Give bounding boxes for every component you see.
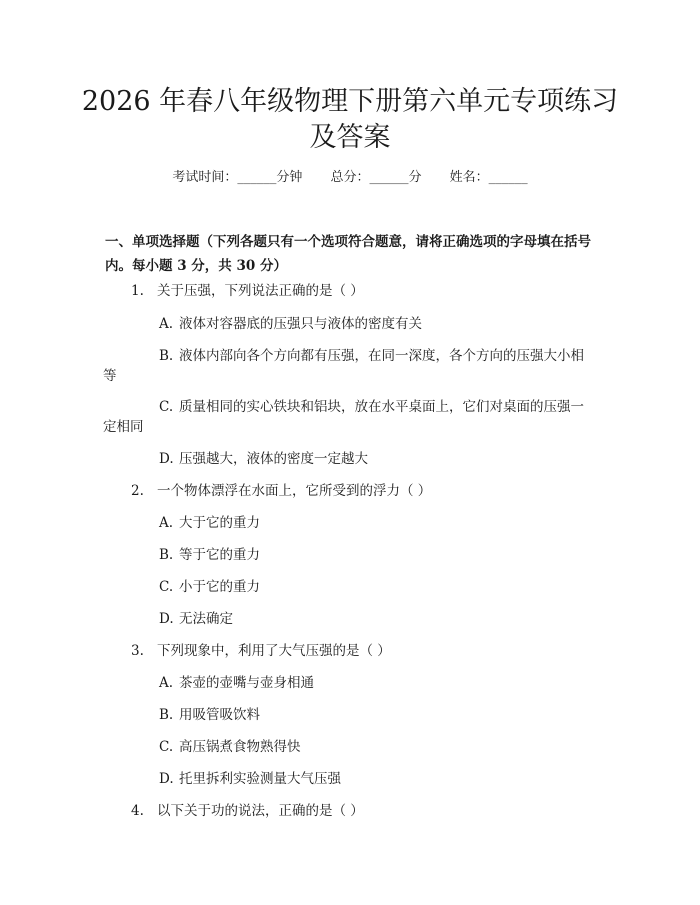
option-text: 用吸管吸饮料 [179,707,260,723]
option-letter: C. [159,739,174,755]
option-text: 茶壶的壶嘴与壶身相通 [179,675,314,691]
option-text: 液体对容器底的压强只与液体的密度有关 [179,316,422,332]
option-text: 质量相同的实心铁块和铝块，放在水平桌面上，它们对桌面的压强一 [179,399,584,415]
question-text: 下列现象中，利用了大气压强的是（ ） [157,643,391,659]
option-text: 高压锅煮食物熟得快 [179,739,301,755]
option-letter: A. [159,675,174,691]
total-score-field: 总分：______分 [330,170,422,185]
option-letter: A. [159,316,174,332]
question-text: 一个物体漂浮在水面上，它所受到的浮力（ ） [157,483,432,499]
page-title-line-2: 及答案 [309,122,391,153]
section-heading: 一、单项选择题（下列各题只有一个选项符合题意，请将正确选项的字母填在括号内。每小题 3 分，共 30 分） [105,234,591,274]
option-text: 压强越大，液体的密度一定越大 [179,451,368,467]
exam-meta [0,168,700,188]
question-text: 关于压强，下列说法正确的是（ ） [157,283,364,299]
page-title-line-1: 2026 年春八年级物理下册第六单元专项练习 [81,86,619,117]
option-letter: D. [159,611,174,627]
option-letter: B. [159,547,174,563]
option-text: 等于它的重力 [179,547,260,563]
option-text: 液体内部向各个方向都有压强，在同一深度，各个方向的压强大小相 [179,348,584,364]
option-continuation: 等 [103,368,117,384]
option-letter: D. [159,771,174,787]
question-number: 1. [131,283,144,299]
exam-time-field: 考试时间：______分钟 [172,170,303,185]
option-text: 无法确定 [179,611,233,627]
option-letter: C. [159,579,174,595]
option-text: 大于它的重力 [179,515,260,531]
question-number: 3. [131,643,144,659]
option-letter: B. [159,707,174,723]
option-letter: D. [159,451,174,467]
option-text: 小于它的重力 [179,579,260,595]
question-number: 2. [131,483,144,499]
option-letter: C. [159,399,174,415]
option-letter: B. [159,348,174,364]
option-letter: A. [159,515,174,531]
option-continuation: 定相同 [103,419,144,435]
option-text: 托里拆利实验测量大气压强 [179,771,341,787]
question-text: 以下关于功的说法，正确的是（ ） [157,803,364,819]
question-number: 4. [131,803,144,819]
name-field: 姓名：______ [449,170,528,185]
